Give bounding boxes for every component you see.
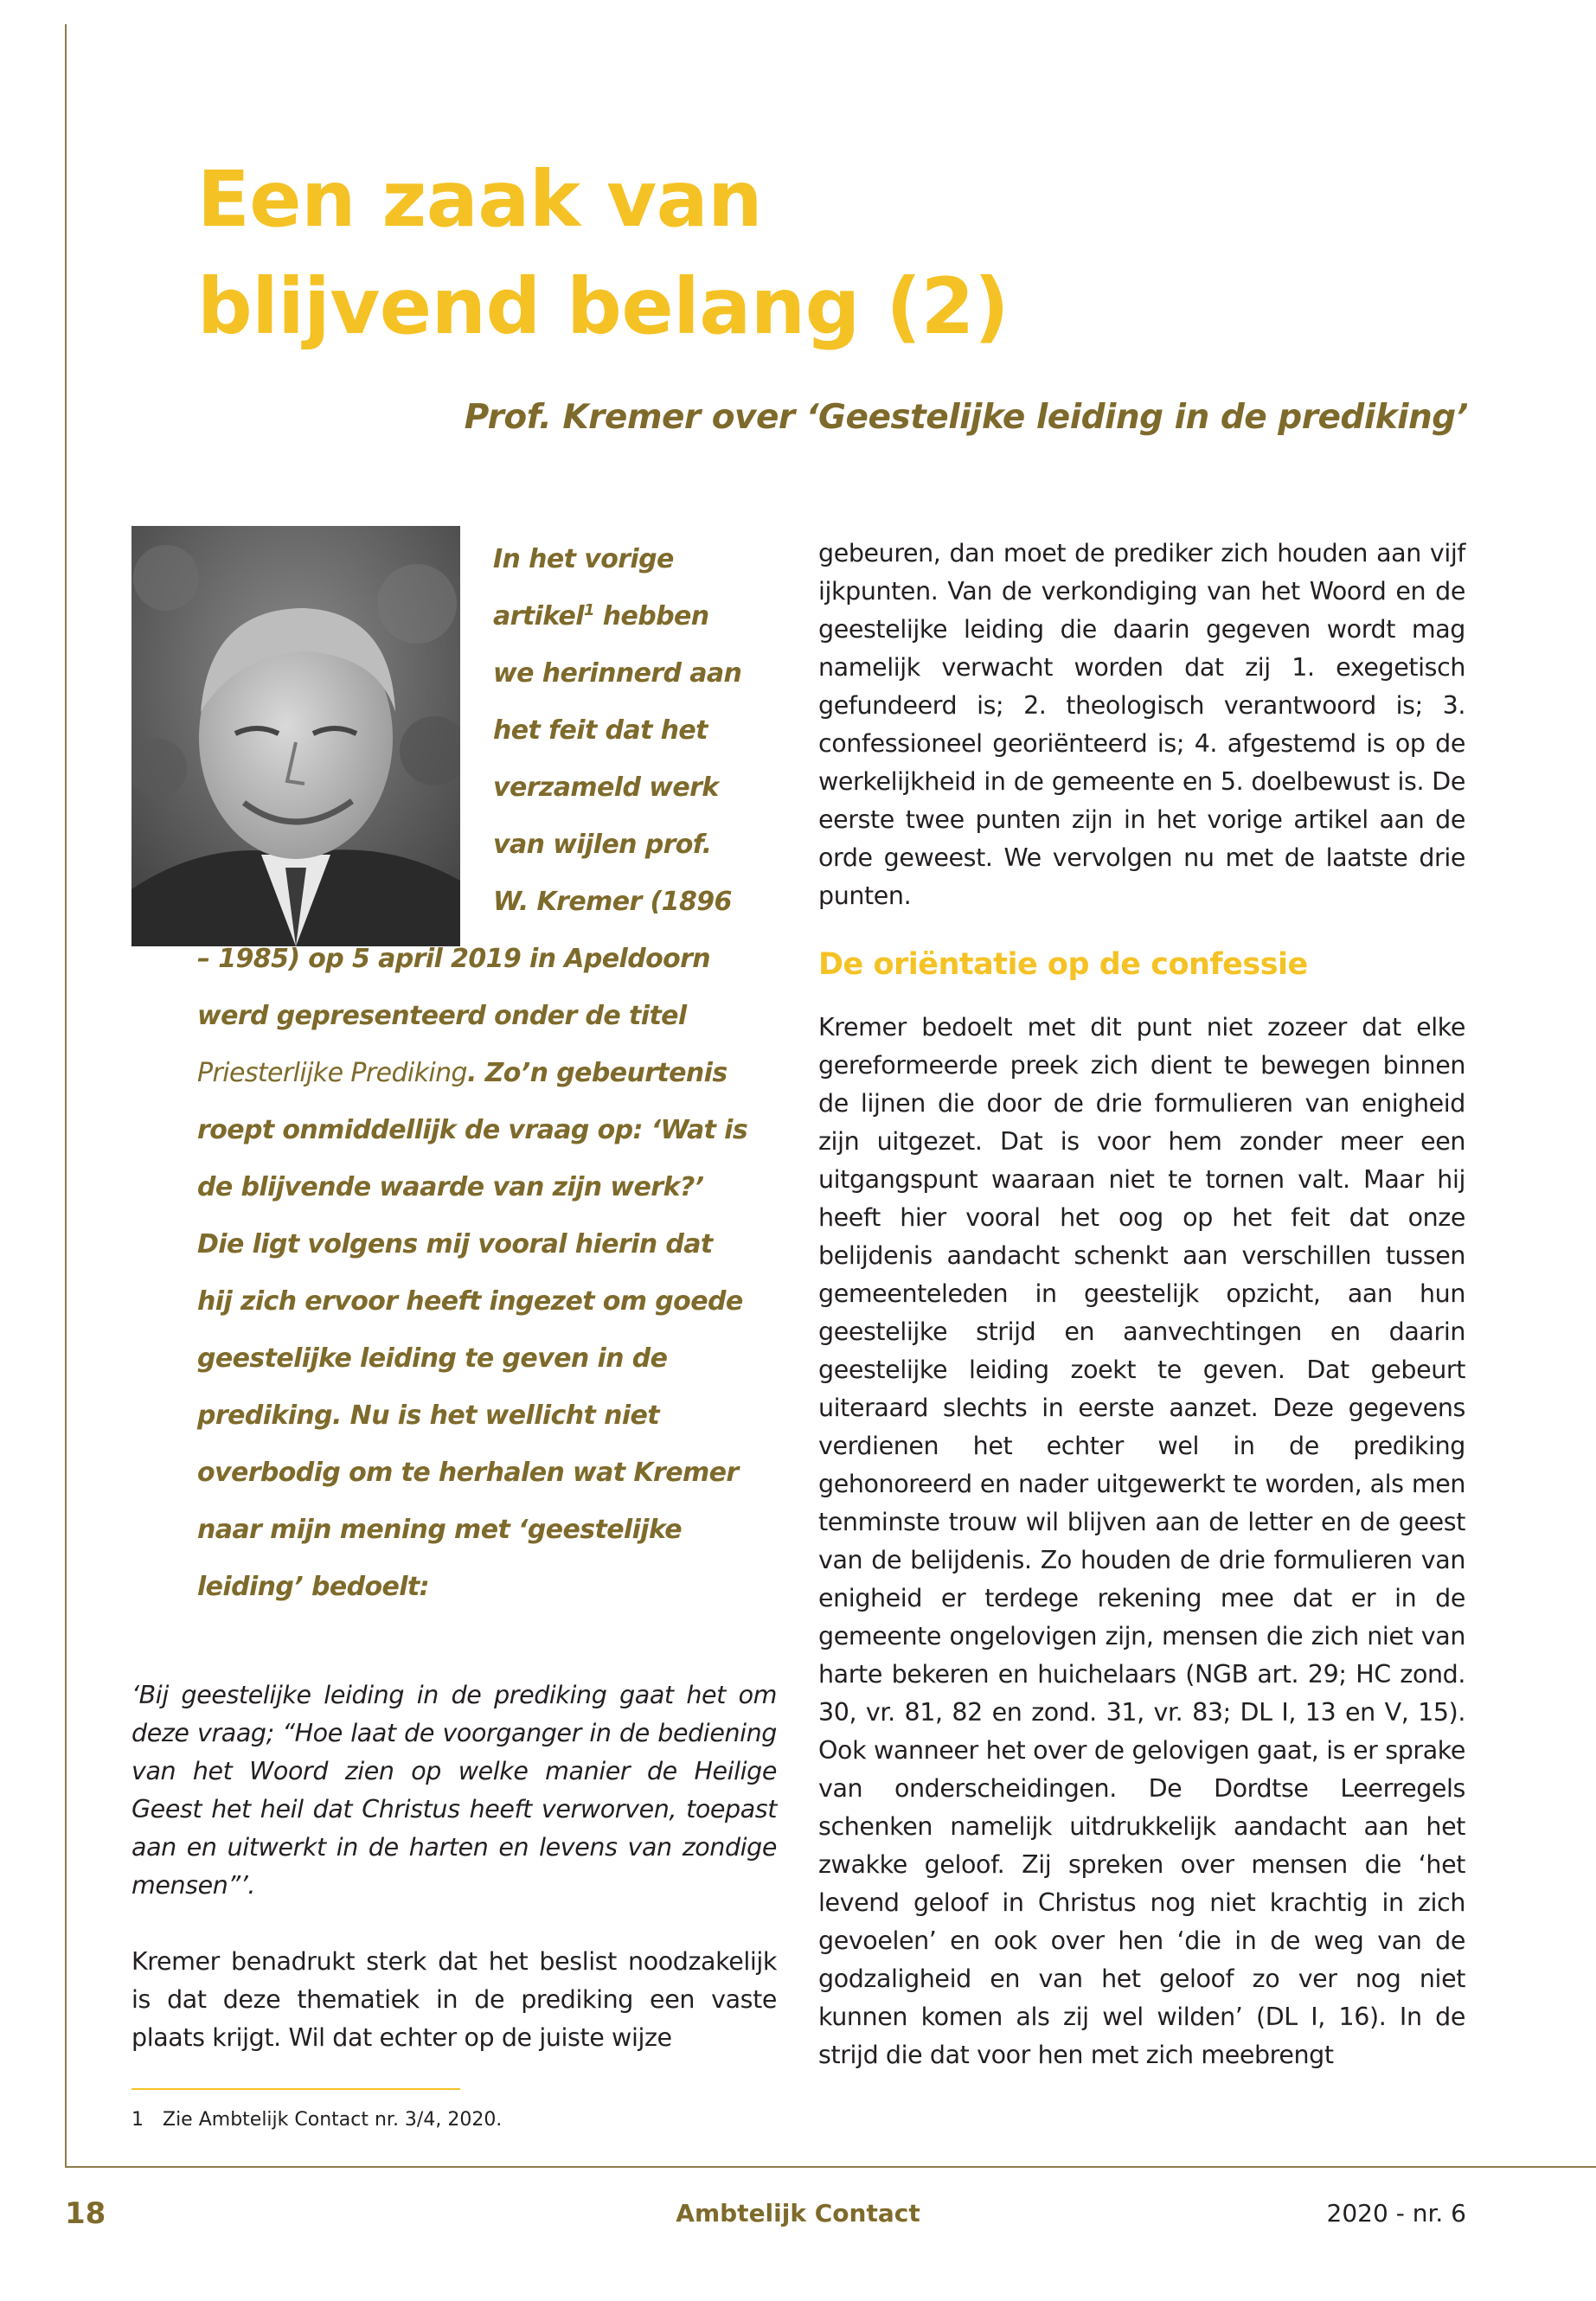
- body-paragraph-left: Kremer benadrukt sterk dat het beslist noodzakelijk is dat deze thematiek in de prediking een vaste plaats krijgt. Wil dat echter op de juiste wijze: [131, 1947, 777, 2052]
- issue-label: 2020 - nr. 6: [1326, 2199, 1466, 2227]
- intro-book-title: Priesterlijke Prediking: [197, 1058, 467, 1088]
- right-column: [818, 535, 1465, 2074]
- footnote: [131, 2107, 502, 2133]
- footnote-number: 1: [131, 2109, 144, 2131]
- footer-rule: [65, 2166, 1596, 2168]
- article-title-line-1: Een zaak van: [197, 154, 763, 244]
- footnote-text: Zie Ambtelijk Contact nr. 3/4, 2020.: [163, 2109, 503, 2131]
- article-title-line-2: blijvend belang (2): [197, 261, 1010, 351]
- journal-name: Ambtelijk Contact: [676, 2199, 920, 2227]
- intro-part-1: In het vorige artikel: [493, 544, 674, 631]
- intro-part-3: . Zo’n gebeurtenis roept onmiddellijk de vraag op: ‘Wat is de blijvende waarde van zijn werk?’ Die ligt volgens mij vooral hierin dat hij zich ervoor heeft ingezet om goede geestelijke leiding te geven in de prediking. Nu is het wellicht niet overbodig om te herhalen wat Kremer naar mijn mening met ‘geestelijke leiding’ bedoelt:: [197, 1058, 748, 1602]
- footnote-rule: [131, 2088, 460, 2090]
- article-subtitle: Prof. Kremer over ‘Geestelijke leiding in de prediking’: [464, 398, 1468, 437]
- section-heading: De oriëntatie op de confessie: [818, 947, 1308, 982]
- footnote-reference: 1: [583, 601, 594, 619]
- article-title: [197, 145, 1009, 360]
- left-margin-rule: [65, 24, 67, 2168]
- page-number: 18: [65, 2196, 106, 2231]
- kremer-quote: ‘Bij geestelijke leiding in de prediking gaat het om deze vraag; “Hoe laat de voorganger in de bediening van het Woord zien op welke manier de Heilige Geest het heil dat Christus heeft verworven, toepast aan en uitwerkt in de harten en levens van zondige mensen”’.: [131, 1681, 777, 1900]
- intro-text: [197, 531, 751, 1616]
- right-column-paragraph-2: Kremer bedoelt met dit punt niet zozeer dat elke gereformeerde preek zich dient te bewegen binnen de lijnen die door de drie formulieren van enigheid zijn uitgezet. Dat is voor hem zonder meer een uitgangspunt waaraan niet te tornen valt. Maar hij heeft hier vooral het oog op het feit dat onze belijdenis aandacht schenkt aan verschillen tussen gemeenteleden in geestelijk opzicht, aan hun geestelijke strijd en aanvechtingen en daarin geestelijke leiding zoekt te geven. Dat gebeurt uiteraard slechts in eerste aanzet. Deze gegevens verdienen het echter wel in de prediking gehonoreerd en nader uitgewerkt te worden, als men tenminste trouw wil blijven aan de letter en de geest van de belijdenis. Zo houden de drie formulieren van enigheid er terdege rekening mee dat er in de gemeente ongelovigen zijn, mensen die zich niet van harte bekeren en huichelaars (NGB art. 29; HC zond. 30, vr. 81, 82 en zond. 31, vr. 83; DL I, 13 en V, 15). Ook wanneer het over de gelovigen gaat, is er sprake van onderscheidingen. De Dordtse Leerregels schenken namelijk uitdrukkelijk aandacht aan het zwakke geloof. Zij spreken over mensen die ‘het levend geloof in Christus nog niet krachtig in zich gevoelen’ en ook over hen ‘die in de weg van de godzaligheid en van het geloof zo ver nog niet kunnen komen als zij wel wilden’ (DL I, 16). In de strijd die dat voor hen met zich meebrengt: [818, 1013, 1465, 2069]
- intro-part-2: hebben we herinnerd aan het feit dat het verzameld werk van wijlen prof. W. Kremer (1896 – 1985) op 5 april 2019 in Apeldoorn werd gepresenteerd onder de titel: [197, 601, 742, 1031]
- right-column-paragraph-1: gebeuren, dan moet de prediker zich houden aan vijf ijkpunten. Van de verkondiging van het Woord en de geestelijke leiding die daarin gegeven wordt mag namelijk verwacht worden dat zij 1. exegetisch gefundeerd is; 2. theologisch verantwoord is; 3. confessioneel georiënteerd is; 4. afgestemd is op de werkelijkheid in de gemeente en 5. doelbewust is. De eerste twee punten zijn in het vorige artikel aan de orde geweest. We vervolgen nu met de laatste drie punten.: [818, 539, 1465, 910]
